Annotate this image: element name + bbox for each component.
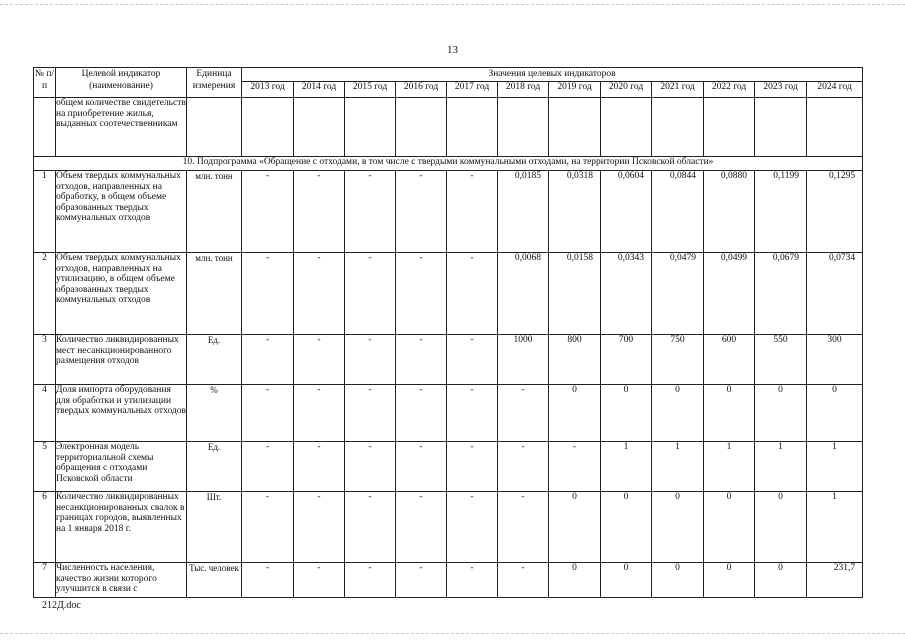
row-value-cell: - (345, 492, 396, 563)
row-value-cell: 0 (601, 492, 652, 563)
row-unit: Шт. (187, 492, 242, 563)
row-value-cell: 600 (704, 335, 755, 385)
header-year: 2014 год (294, 82, 345, 98)
row-value-cell: - (396, 442, 447, 492)
row-value-cell: 0,1295 (807, 171, 863, 253)
row-value-cell: 1 (704, 442, 755, 492)
row-number: 2 (34, 253, 56, 335)
row-value-cell: 0 (755, 385, 807, 442)
row-value-cell: 0 (601, 385, 652, 442)
table-row (34, 253, 863, 335)
row-number: 4 (34, 385, 56, 442)
header-year: 2020 год (601, 82, 652, 98)
row-value-cell: - (242, 253, 294, 335)
row-value-cell: 0,0185 (498, 171, 549, 253)
row-value-cell: 0 (652, 563, 704, 598)
row-number: 6 (34, 492, 56, 563)
header-year: 2018 год (498, 82, 549, 98)
row-number: 7 (34, 563, 56, 598)
row-indicator-name: Численность населения, качество жизни которого улучшится в связи с (56, 563, 187, 598)
continuation-row (34, 98, 863, 157)
row-value-cell: 0 (755, 563, 807, 598)
row-value-cell: 1 (601, 442, 652, 492)
row-value-cell: 0,0158 (549, 253, 601, 335)
row-value-cell: 0 (549, 492, 601, 563)
header-year: 2015 год (345, 82, 396, 98)
header-year: 2013 год (242, 82, 294, 98)
row-value-cell: 0,1199 (755, 171, 807, 253)
row-value-cell: 0,0068 (498, 253, 549, 335)
row-value-cell: - (294, 492, 345, 563)
header-year: 2023 год (755, 82, 807, 98)
row-value-cell: - (242, 563, 294, 598)
row-value-cell: - (242, 492, 294, 563)
row-value-cell: 550 (755, 335, 807, 385)
indicator-rows (34, 171, 863, 598)
row-value-cell: - (447, 171, 498, 253)
row-value-cell: - (242, 335, 294, 385)
row-value-cell: 0 (704, 385, 755, 442)
row-value-cell: - (498, 385, 549, 442)
page-number: 13 (447, 44, 458, 56)
row-value-cell: - (242, 171, 294, 253)
row-value-cell: 300 (807, 335, 863, 385)
row-value-cell: 1 (807, 442, 863, 492)
row-indicator-name: Электронная модель территориальной схемы обращения с отходами Псковской области (56, 442, 187, 492)
row-value-cell: 0,0679 (755, 253, 807, 335)
row-indicator-name: Доля импорта оборудования для обработки и утилизации твердых коммунальных отходов (56, 385, 187, 442)
section-row (34, 157, 863, 171)
row-value-cell: - (396, 563, 447, 598)
header-num: № п/п (34, 68, 56, 98)
row-unit: млн. тонн (187, 171, 242, 253)
header-year: 2017 год (447, 82, 498, 98)
row-value-cell: 0 (601, 563, 652, 598)
row-value-cell: 1 (807, 492, 863, 563)
row-value-cell: - (345, 442, 396, 492)
header-year: 2021 год (652, 82, 704, 98)
table-row (34, 492, 863, 563)
row-number: 3 (34, 335, 56, 385)
header-values-group: Значения целевых индикаторов (242, 68, 863, 82)
row-value-cell: 0 (807, 385, 863, 442)
row-value-cell: - (345, 563, 396, 598)
row-value-cell: - (396, 492, 447, 563)
header-row-top (34, 68, 863, 82)
row-indicator-name: Объем твердых коммунальных отходов, направленных на утилизацию, в общем объеме образованных твердых коммунальных отходов (56, 253, 187, 335)
row-value-cell: - (294, 563, 345, 598)
row-value-cell: - (447, 563, 498, 598)
row-unit: % (187, 385, 242, 442)
table-row (34, 385, 863, 442)
row-value-cell: - (345, 335, 396, 385)
row-value-cell: 0 (652, 385, 704, 442)
row-value-cell: - (498, 563, 549, 598)
row-number: 5 (34, 442, 56, 492)
row-value-cell: - (447, 492, 498, 563)
row-value-cell: - (396, 335, 447, 385)
row-value-cell: 0,0499 (704, 253, 755, 335)
row-value-cell: - (396, 253, 447, 335)
row-value-cell: - (294, 442, 345, 492)
row-value-cell: 0,0734 (807, 253, 863, 335)
doc-filename: 212Д.doc (42, 600, 81, 611)
row-value-cell: - (447, 335, 498, 385)
row-value-cell: - (396, 385, 447, 442)
table-row (34, 442, 863, 492)
continuation-num (34, 98, 56, 157)
row-value-cell: - (242, 385, 294, 442)
row-value-cell: 0,0318 (549, 171, 601, 253)
indicators-table (33, 67, 863, 598)
row-indicator-name: Количество ликвидированных несанкционированных свалок в границах городов, выявленных на 1 января 2018 г. (56, 492, 187, 563)
row-value-cell: 0 (549, 563, 601, 598)
row-value-cell: 0 (549, 385, 601, 442)
row-value-cell: 1 (652, 442, 704, 492)
row-unit: Тыс. человек (187, 563, 242, 598)
row-value-cell: 750 (652, 335, 704, 385)
row-value-cell: - (345, 385, 396, 442)
header-year: 2019 год (549, 82, 601, 98)
row-unit: Ед. (187, 335, 242, 385)
row-value-cell: 0,0604 (601, 171, 652, 253)
row-unit: Ед. (187, 442, 242, 492)
row-value-cell: 0 (755, 492, 807, 563)
row-unit: млн. тонн (187, 253, 242, 335)
row-value-cell: 800 (549, 335, 601, 385)
table-row (34, 335, 863, 385)
row-value-cell: 0,0844 (652, 171, 704, 253)
row-value-cell: - (345, 171, 396, 253)
header-year: 2024 год (807, 82, 863, 98)
row-indicator-name: Объем твердых коммунальных отходов, направленных на обработку, в общем объеме образованных твердых коммунальных отходов (56, 171, 187, 253)
row-value-cell: - (447, 442, 498, 492)
row-value-cell: 0,0880 (704, 171, 755, 253)
header-year: 2022 год (704, 82, 755, 98)
header-unit: Единица измерения (187, 68, 242, 98)
row-value-cell: - (345, 253, 396, 335)
row-value-cell: 0 (704, 492, 755, 563)
row-value-cell: - (447, 253, 498, 335)
row-value-cell: - (498, 492, 549, 563)
row-value-cell: - (396, 171, 447, 253)
row-value-cell: - (447, 385, 498, 442)
row-value-cell: - (498, 442, 549, 492)
row-indicator-name: Количество ликвидированных мест несанкционированного размещения отходов (56, 335, 187, 385)
row-value-cell: - (549, 442, 601, 492)
row-value-cell: 1 (755, 442, 807, 492)
row-value-cell: 1000 (498, 335, 549, 385)
row-value-cell: 0,0343 (601, 253, 652, 335)
table-row (34, 171, 863, 253)
row-value-cell: - (242, 442, 294, 492)
row-value-cell: 0 (704, 563, 755, 598)
header-indicator: Целевой индикатор (наименование) (56, 68, 187, 98)
scan-edge-bottom (0, 633, 905, 634)
row-value-cell: - (294, 385, 345, 442)
row-value-cell: 700 (601, 335, 652, 385)
continuation-unit (187, 98, 242, 157)
continuation-name: общем количестве свидетельств на приобретение жилья, выданных соотечественникам (56, 98, 187, 157)
row-value-cell: - (294, 171, 345, 253)
row-value-cell: 0 (652, 492, 704, 563)
header-year: 2016 год (396, 82, 447, 98)
row-number: 1 (34, 171, 56, 253)
row-value-cell: - (294, 335, 345, 385)
row-value-cell: 0,0479 (652, 253, 704, 335)
row-value-cell: - (294, 253, 345, 335)
table-row (34, 563, 863, 598)
row-value-cell: 231,7 (807, 563, 863, 598)
scan-edge-top (0, 4, 905, 5)
section-title: 10. Подпрограмма «Обращение с отходами, в том числе с твердыми коммунальными отходами, на территории Псковской области» (34, 157, 863, 171)
